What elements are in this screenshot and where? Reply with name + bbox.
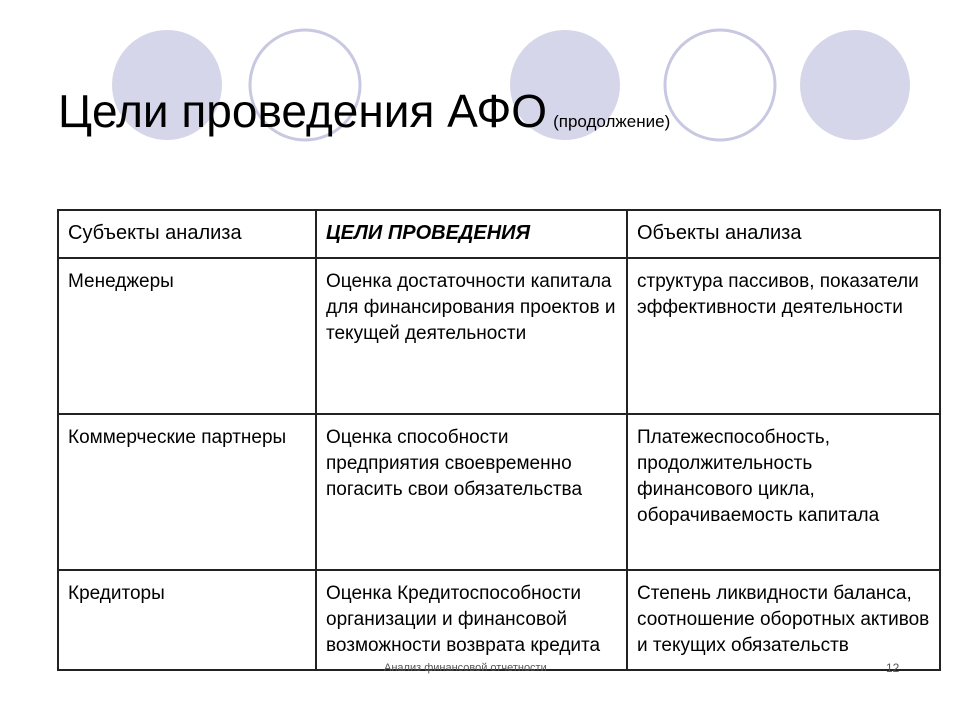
decorative-circle — [800, 30, 910, 140]
table-row — [58, 414, 940, 570]
cell-goal: Оценка достаточности капитала для финансирования проектов и текущей деятельности — [316, 258, 627, 414]
cell-subject: Менеджеры — [58, 258, 316, 414]
table-row — [58, 258, 940, 414]
cell-goal: Оценка способности предприятия своевременно погасить свои обязательства — [316, 414, 627, 570]
table-header-row — [58, 210, 940, 258]
cell-object: Степень ликвидности баланса, соотношение оборотных активов и текущих обязательств — [627, 570, 940, 670]
footer-text: Анализ финансовой отчетности — [384, 662, 547, 674]
title-main: Цели проведения АФО — [58, 85, 548, 137]
slide-title — [58, 85, 671, 137]
table-row — [58, 570, 940, 670]
cell-object: структура пассивов, показатели эффективности деятельности — [627, 258, 940, 414]
goals-table — [57, 209, 941, 671]
cell-subject: Кредиторы — [58, 570, 316, 670]
cell-object: Платежеспособность, продолжительность финансового цикла, оборачиваемость капитала — [627, 414, 940, 570]
title-subtitle: (продолжение) — [553, 112, 671, 131]
header-subjects: Субъекты анализа — [58, 210, 316, 258]
cell-goal: Оценка Кредитоспособности организации и финансовой возможности возврата кредита — [316, 570, 627, 670]
cell-subject: Коммерческие партнеры — [58, 414, 316, 570]
page-number: 12 — [886, 661, 900, 675]
header-goals: ЦЕЛИ ПРОВЕДЕНИЯ — [316, 210, 627, 258]
decorative-circle — [665, 30, 775, 140]
header-objects: Объекты анализа — [627, 210, 940, 258]
